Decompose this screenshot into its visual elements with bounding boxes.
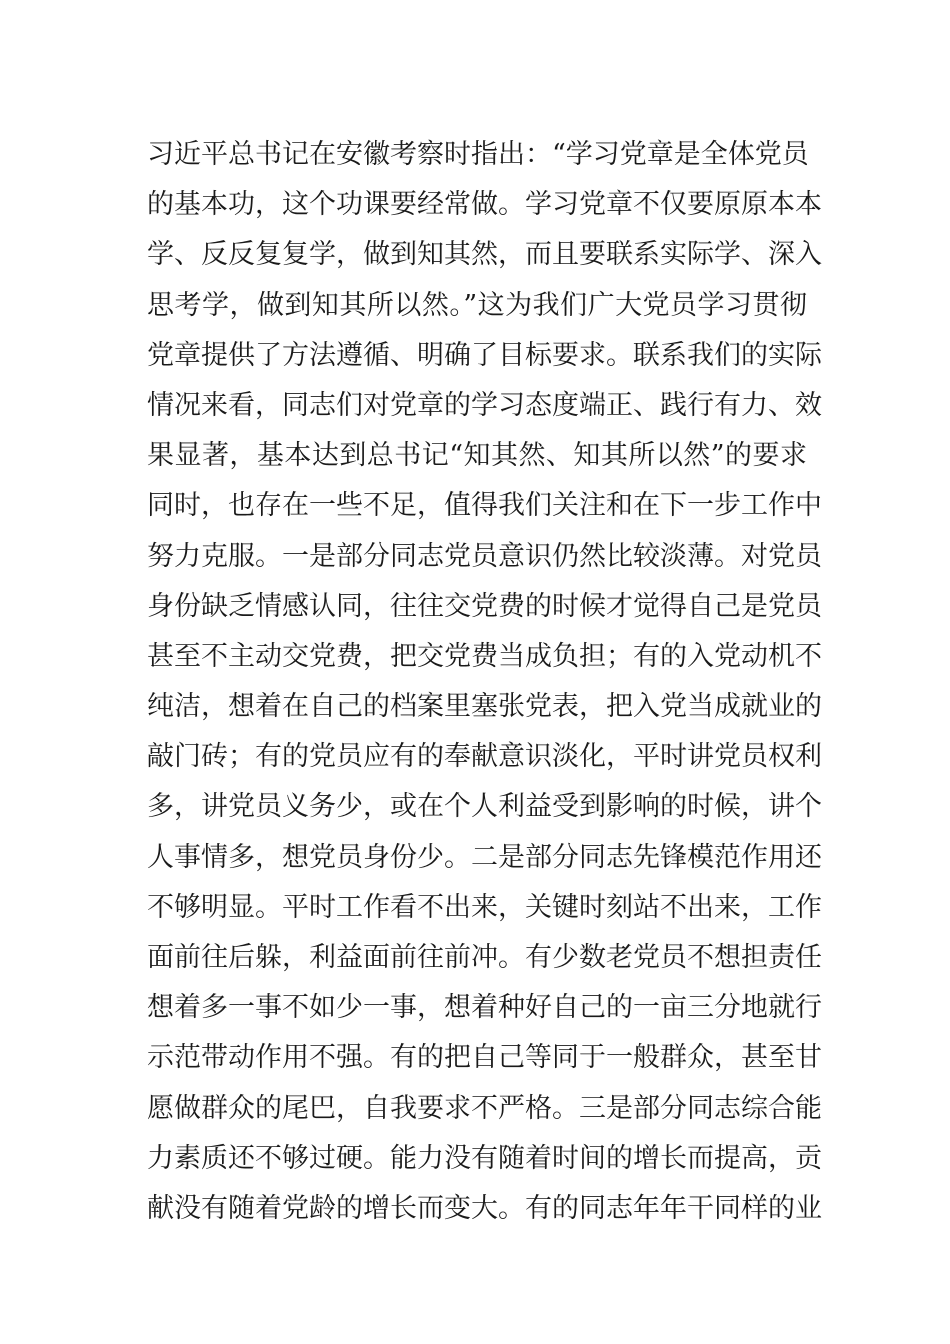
text-line: 努力克服。一是部分同志党员意识仍然比较淡薄。对党员 — [147, 540, 822, 572]
text-line: 敲门砖；有的党员应有的奉献意识淡化，平时讲党员权利 — [147, 741, 822, 773]
text-line: 思考学，做到知其所以然。”这为我们广大党员学习贯彻 — [147, 289, 807, 321]
text-line: 愿做群众的尾巴，自我要求不严格。三是部分同志综合能 — [147, 1092, 822, 1124]
text-line: 面前往后躲，利益面前往前冲。有少数老党员不想担责任 — [147, 942, 822, 973]
text-line: 习近平总书记在安徽考察时指出：“学习党章是全体党员 — [147, 139, 809, 170]
text-line: 的基本功，这个功课要经常做。学习党章不仅要原原本本 — [147, 189, 822, 221]
text-line: 示范带动作用不强。有的把自己等同于一般群众，甚至甘 — [147, 1042, 822, 1074]
body-paragraph — [147, 130, 822, 1234]
text-line: 想着多一事不如少一事，想着种好自己的一亩三分地就行 — [147, 992, 822, 1024]
text-line: 果显著，基本达到总书记“知其然、知其所以然”的要求 — [147, 440, 807, 472]
text-line: 力素质还不够过硬。能力没有随着时间的增长而提高，贡 — [147, 1142, 822, 1174]
text-line: 多，讲党员义务少，或在个人利益受到影响的时候，讲个 — [147, 791, 822, 823]
text-line: 人事情多，想党员身份少。二是部分同志先锋模范作用还 — [147, 841, 822, 873]
text-line: 献没有随着党龄的增长而变大。有的同志年年干同样的业 — [147, 1192, 822, 1224]
text-line: 情况来看，同志们对党章的学习态度端正、践行有力、效 — [147, 389, 822, 421]
text-line: 甚至不主动交党费，把交党费当成负担；有的入党动机不 — [147, 640, 822, 672]
text-line: 同时，也存在一些不足，值得我们关注和在下一步工作中 — [147, 490, 822, 522]
text-line: 不够明显。平时工作看不出来，关键时刻站不出来，工作 — [147, 891, 822, 923]
text-line: 身份缺乏情感认同，往往交党费的时候才觉得自己是党员 — [147, 590, 822, 622]
text-line: 学、反反复复学，做到知其然，而且要联系实际学、深入 — [147, 239, 822, 271]
text-line: 党章提供了方法遵循、明确了目标要求。联系我们的实际 — [147, 339, 822, 371]
text-line: 纯洁，想着在自己的档案里塞张党表，把入党当成就业的 — [147, 691, 822, 723]
